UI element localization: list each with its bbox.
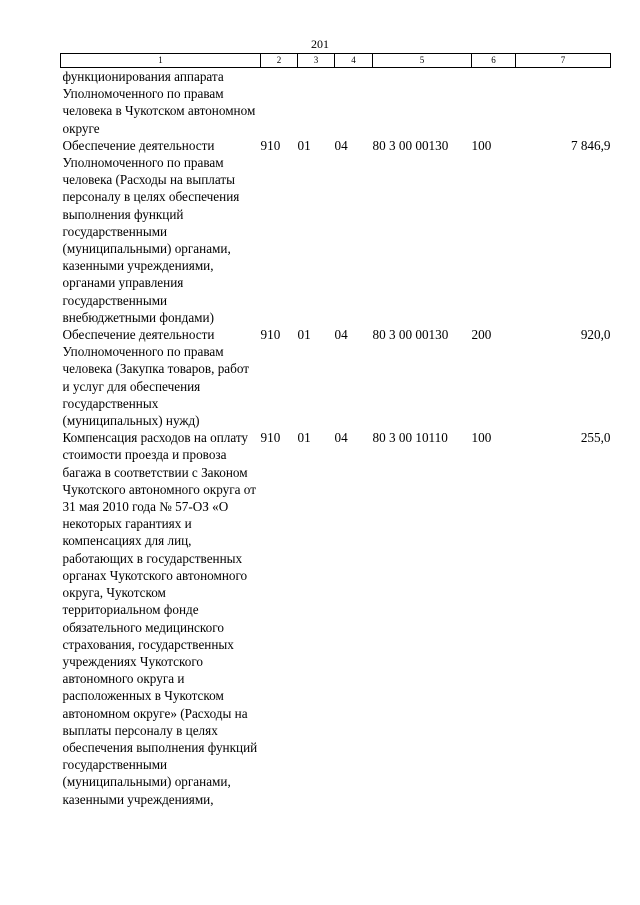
column-number-header: 1 [61, 54, 261, 68]
table-row [61, 137, 611, 326]
expense-name: функционирования аппарата Уполномоченного по правам человека в Чукотском автономном округе [62, 69, 256, 136]
table-row [61, 326, 611, 429]
amount: 7 846,9 [570, 137, 611, 153]
target-article-code [373, 68, 472, 137]
column-number-header: 3 [298, 54, 335, 68]
target-article-code: 80 3 00 10110 [372, 430, 448, 446]
amount: 255,0 [580, 430, 611, 446]
expense-type-code: 200 [471, 327, 492, 343]
expense-type-code: 100 [471, 430, 492, 446]
target-article-code: 80 3 00 00130 [372, 137, 449, 153]
section-code: 01 [297, 430, 311, 446]
table-row [61, 68, 611, 137]
column-number-header: 7 [516, 54, 611, 68]
column-number-header: 2 [261, 54, 298, 68]
expense-type-code [472, 68, 516, 137]
ministry-code [261, 68, 298, 137]
subsection-code: 04 [334, 327, 348, 343]
page-number: 201 [311, 37, 329, 51]
subsection-code: 04 [334, 430, 348, 446]
ministry-code: 910 [260, 327, 281, 343]
column-number-header: 6 [472, 54, 516, 68]
expense-name: Компенсация расходов на оплату стоимости проезда и провоза багажа в соответствии с Законом Чукотского автономного округа от 31 мая 2010 года № 57-ОЗ «О некоторых гарантиях и компенсациях для лиц, работающих в государственных органах Чукотского автономного округа, Чукотском территориальном фонде обязательного медицинского страхования, государственных учреждениях Чукотского автономного округа и расположенных в Чукотском автономном округе» (Расходы на выплаты персоналу в целях обеспечения выполнения функций государственными (муниципальными) органами, казенными учреждениями, [62, 430, 258, 807]
section-code: 01 [297, 327, 311, 343]
amount [516, 68, 611, 137]
column-number-header: 4 [335, 54, 373, 68]
column-number-header: 5 [373, 54, 472, 68]
column-number-header-row [61, 54, 611, 68]
expense-type-code: 100 [471, 137, 492, 153]
subsection-code: 04 [334, 137, 348, 153]
subsection-code [335, 68, 373, 137]
section-code: 01 [297, 137, 311, 153]
expense-name: Обеспечение деятельности Уполномоченного по правам человека (Закупка товаров, работ и услуг для обеспечения государственных (муниципальных) нужд) [62, 327, 250, 429]
budget-table [60, 53, 611, 808]
expense-name: Обеспечение деятельности Уполномоченного по правам человека (Расходы на выплаты персоналу в целях обеспечения выполнения функций государственными (муниципальными) органами, казенными учреждениями, органами управления государственными внебюджетными фондами) [62, 137, 240, 325]
target-article-code: 80 3 00 00130 [372, 327, 449, 343]
ministry-code: 910 [260, 430, 281, 446]
table-row [61, 429, 611, 807]
ministry-code: 910 [260, 137, 281, 153]
amount: 920,0 [580, 327, 611, 343]
section-code [298, 68, 335, 137]
